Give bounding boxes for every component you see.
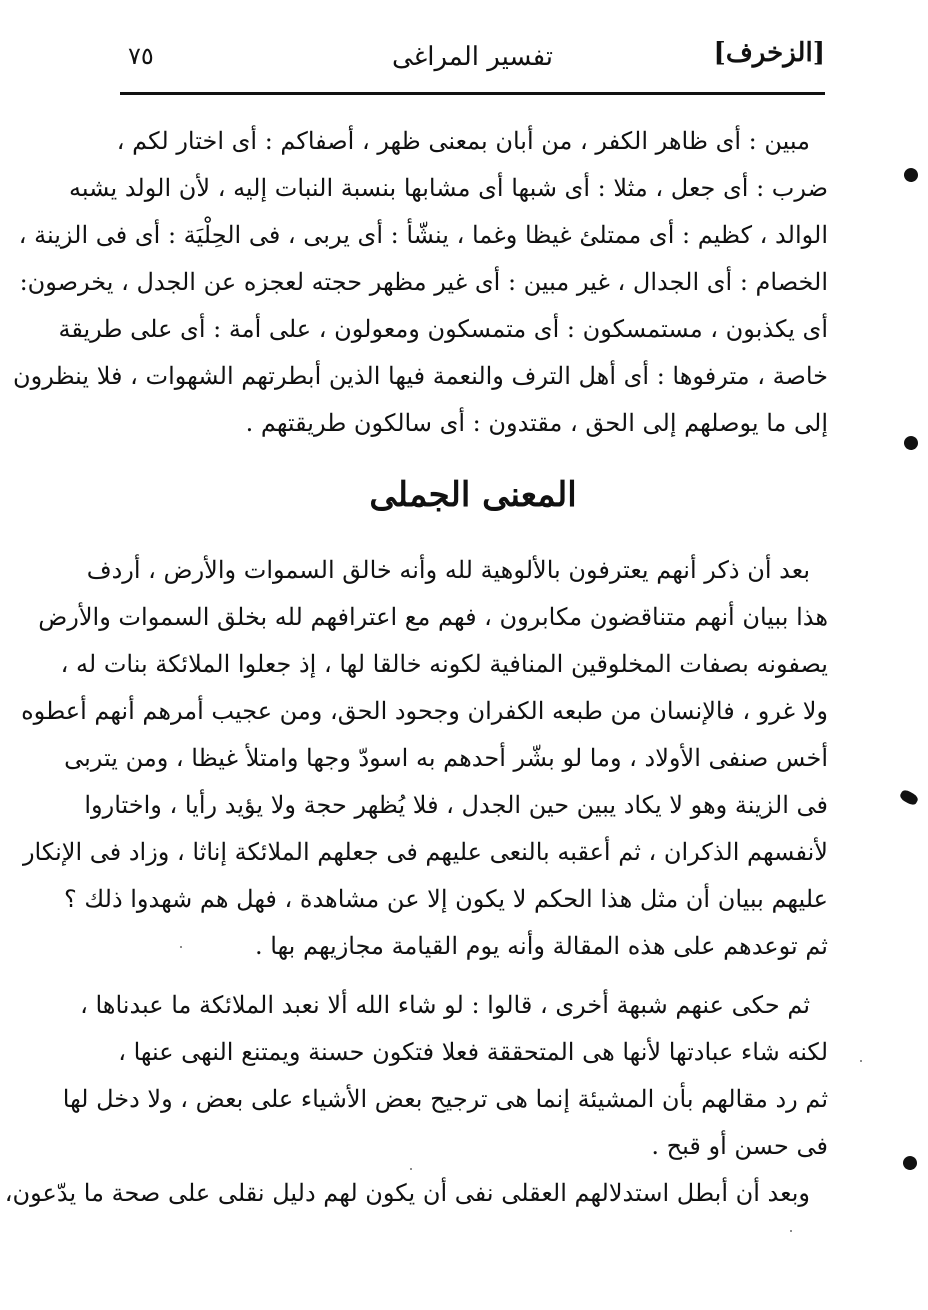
argument-paragraph (4, 982, 828, 1217)
summary-line: هذا ببيان أنهم متناقضون مكابرون ، فهم مع اعترافهم لله بخلق السموات والأرض (38, 603, 828, 631)
scan-speck (410, 1168, 412, 1170)
argument-line: لكنه شاء عبادتها لأنها هى المتحققة فعلا فتكون حسنة ويمتنع النهى عنها ، (118, 1038, 828, 1066)
scan-speck (860, 1060, 862, 1062)
vocabulary-line: ضرب : أى جعل ، مثلا : أى شبها أى مشابها بنسبة النبات إليه ، لأن الولد يشبه (69, 174, 828, 202)
vocabulary-paragraph (13, 118, 828, 447)
margin-ink-mark (900, 1153, 919, 1172)
section-heading: المعنى الجملى (369, 475, 577, 515)
summary-line: عليهم ببيان أن مثل هذا الحكم لا يكون إلا عن مشاهدة ، فهل هم شهدوا ذلك ؟ (64, 885, 828, 913)
scan-speck (180, 946, 182, 948)
vocabulary-line: خاصة ، مترفوها : أى أهل الترف والنعمة فيها الذين أبطرتهم الشهوات ، فلا ينظرون (13, 362, 828, 390)
page-number: ٧٥ (128, 42, 154, 70)
margin-ink-mark (901, 165, 920, 184)
argument-line: ثم رد مقالهم بأن المشيئة إنما هى ترجيح بعض الأشياء على بعض ، ولا دخل لها (62, 1085, 828, 1113)
vocabulary-line: مبين : أى ظاهر الكفر ، من أبان بمعنى ظهر ، أصفاكم : أى اختار لكم ، (116, 127, 810, 155)
summary-line: يصفونه بصفات المخلوقين المنافية لكونه خالقا لها ، إذ جعلوا الملائكة بنات له ، (60, 650, 828, 678)
scan-speck (790, 1230, 792, 1232)
summary-line: بعد أن ذكر أنهم يعترفون بالألوهية لله وأنه خالق السموات والأرض ، أردف (86, 556, 810, 584)
argument-line: ثم حكى عنهم شبهة أخرى ، قالوا : لو شاء الله ألا نعبد الملائكة ما عبدناها ، (80, 991, 810, 1019)
margin-ink-mark (898, 788, 919, 807)
header-rule (120, 92, 825, 95)
book-title: تفسير المراغى (391, 42, 554, 72)
summary-line: لأنفسهم الذكران ، ثم أعقبه بالنعى عليهم فى جعلهم الملائكة إناثا ، وزاد فى الإنكار (22, 838, 828, 866)
summary-line: أخس صنفى الأولاد ، وما لو بشّر أحدهم به اسودّ وجها وامتلأ غيظا ، ومن يتربى (64, 744, 828, 772)
vocabulary-line: الوالد ، كظيم : أى ممتلئ غيظا وغما ، ينشّأ : أى يربى ، فى الحِلْيَة : أى فى الزينة ، (18, 221, 828, 249)
surah-name: [الزخرف] (713, 38, 825, 68)
summary-line: فى الزينة وهو لا يكاد يبين حين الجدل ، فلا يُظهر حجة ولا يؤيد رأيا ، واختاروا (84, 791, 828, 819)
argument-line: فى حسن أو قبح . (651, 1132, 828, 1160)
page-header (120, 36, 825, 86)
margin-ink-mark (901, 433, 920, 452)
summary-line: ولا غرو ، فالإنسان من طبعه الكفران وجحود الحق، ومن عجيب أمرهم أنهم أعطوه (21, 697, 828, 725)
summary-line: ثم توعدهم على هذه المقالة وأنه يوم القيامة مجازيهم بها . (255, 932, 828, 960)
vocabulary-line: إلى ما يوصلهم إلى الحق ، مقتدون : أى سالكون طريقتهم . (245, 409, 828, 437)
vocabulary-line: الخصام : أى الجدال ، غير مبين : أى غير مظهر حجته لعجزه عن الجدل ، يخرصون: (19, 268, 828, 296)
summary-paragraph (21, 547, 828, 970)
argument-line: وبعد أن أبطل استدلالهم العقلى نفى أن يكون لهم دليل نقلى على صحة ما يدّعون، (4, 1179, 810, 1207)
vocabulary-line: أى يكذبون ، مستمسكون : أى متمسكون ومعولون ، على أمة : أى على طريقة (58, 315, 828, 343)
